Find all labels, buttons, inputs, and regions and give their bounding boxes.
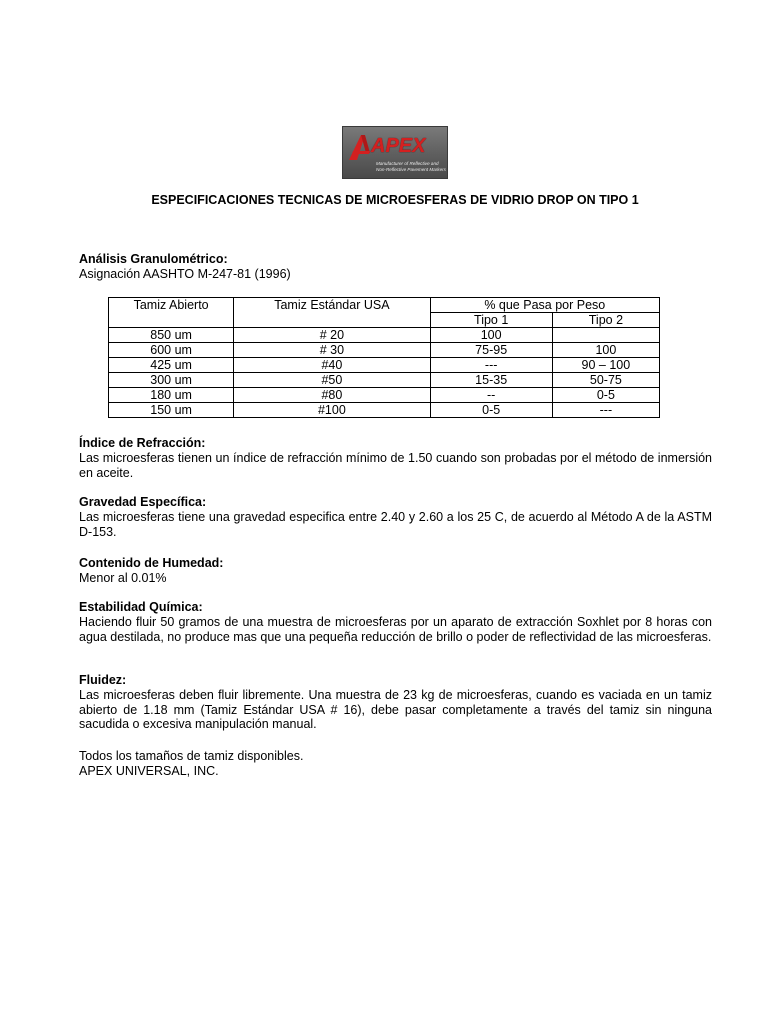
moisture-text: Menor al 0.01% [79, 570, 167, 585]
moisture-heading: Contenido de Humedad: [79, 556, 224, 570]
cell-tamiz-estandar: # 30 [234, 343, 430, 358]
chemical-text: Haciendo fluir 50 gramos de una muestra de microesferas por un aparato de extracción Soxhlet por 8 horas con agua destilada, no produce mas que una pequeña reducción de brillo o poder de reflectividad de las microesferas. [79, 614, 712, 644]
apex-logo [342, 126, 448, 179]
header-tamiz-estandar: Tamiz Estándar USA [234, 298, 430, 328]
cell-tipo-2: 100 [552, 343, 659, 358]
section-moisture [79, 556, 712, 586]
apex-logo-wordmark: APEX [371, 135, 426, 157]
header-tipo-2: Tipo 2 [552, 313, 659, 328]
section-chemical [79, 600, 712, 644]
refraction-text: Las microesferas tienen un índice de refracción mínimo de 1.50 cuando son probadas por el método de inmersión en aceite. [79, 450, 712, 480]
sieve-table [108, 297, 660, 418]
table-row [109, 373, 660, 388]
cell-tamiz-estandar: #40 [234, 358, 430, 373]
table-row [109, 328, 660, 343]
section-fluidity [79, 673, 712, 732]
cell-tamiz-abierto: 600 um [109, 343, 234, 358]
cell-tamiz-abierto: 180 um [109, 388, 234, 403]
header-tipo-1: Tipo 1 [430, 313, 552, 328]
cell-tamiz-abierto: 150 um [109, 403, 234, 418]
gravity-heading: Gravedad Específica: [79, 495, 207, 509]
cell-tamiz-abierto: 850 um [109, 328, 234, 343]
cell-tipo-1: -- [430, 388, 552, 403]
gravity-text: Las microesferas tiene una gravedad especifica entre 2.40 y 2.60 a los 25 C, de acuerdo al Método A de la ASTM D-153. [79, 509, 712, 539]
fluidity-text: Las microesferas deben fluir libremente. Una muestra de 23 kg de microesferas, cuando es vaciada en un tamiz abierto de 1.18 mm (Tamiz Estándar USA # 16), debe pasar completamente a través del tamiz sin ninguna sacudida o excesiva manipulación manual. [79, 687, 712, 732]
refraction-heading: Índice de Refracción: [79, 436, 206, 450]
cell-tamiz-estandar: # 20 [234, 328, 430, 343]
cell-tipo-2 [552, 328, 659, 343]
cell-tamiz-estandar: #50 [234, 373, 430, 388]
section-refraction [79, 436, 712, 480]
cell-tamiz-abierto: 300 um [109, 373, 234, 388]
granulometric-heading: Análisis Granulométrico: [79, 252, 228, 266]
granulometric-assignment: Asignación AASHTO M-247-81 (1996) [79, 266, 291, 281]
cell-tamiz-estandar: #100 [234, 403, 430, 418]
cell-tamiz-abierto: 425 um [109, 358, 234, 373]
table-header-row [109, 298, 660, 313]
footer-company: APEX UNIVERSAL, INC. [79, 763, 219, 778]
table-row [109, 343, 660, 358]
header-tamiz-abierto: Tamiz Abierto [109, 298, 234, 328]
table-row [109, 358, 660, 373]
apex-logo-tagline: Manufacturer of Reflective and Non-Reflective Pavement Markers [376, 161, 446, 172]
cell-tipo-2: 90 – 100 [552, 358, 659, 373]
section-gravity [79, 495, 712, 539]
document-title: ESPECIFICACIONES TECNICAS DE MICROESFERAS DE VIDRIO DROP ON TIPO 1 [151, 193, 639, 207]
cell-tipo-1: 0-5 [430, 403, 552, 418]
table-row [109, 403, 660, 418]
cell-tipo-2: --- [552, 403, 659, 418]
header-percent-passing: % que Pasa por Peso [430, 298, 659, 313]
cell-tipo-1: 75-95 [430, 343, 552, 358]
cell-tamiz-estandar: #80 [234, 388, 430, 403]
cell-tipo-1: --- [430, 358, 552, 373]
section-granulometric [79, 252, 712, 282]
table-row [109, 388, 660, 403]
cell-tipo-1: 15-35 [430, 373, 552, 388]
fluidity-heading: Fluidez: [79, 673, 127, 687]
chemical-heading: Estabilidad Química: [79, 600, 203, 614]
cell-tipo-2: 0-5 [552, 388, 659, 403]
footer-sizes-note: Todos los tamaños de tamiz disponibles. [79, 749, 304, 763]
cell-tipo-2: 50-75 [552, 373, 659, 388]
cell-tipo-1: 100 [430, 328, 552, 343]
section-footer [79, 749, 712, 779]
